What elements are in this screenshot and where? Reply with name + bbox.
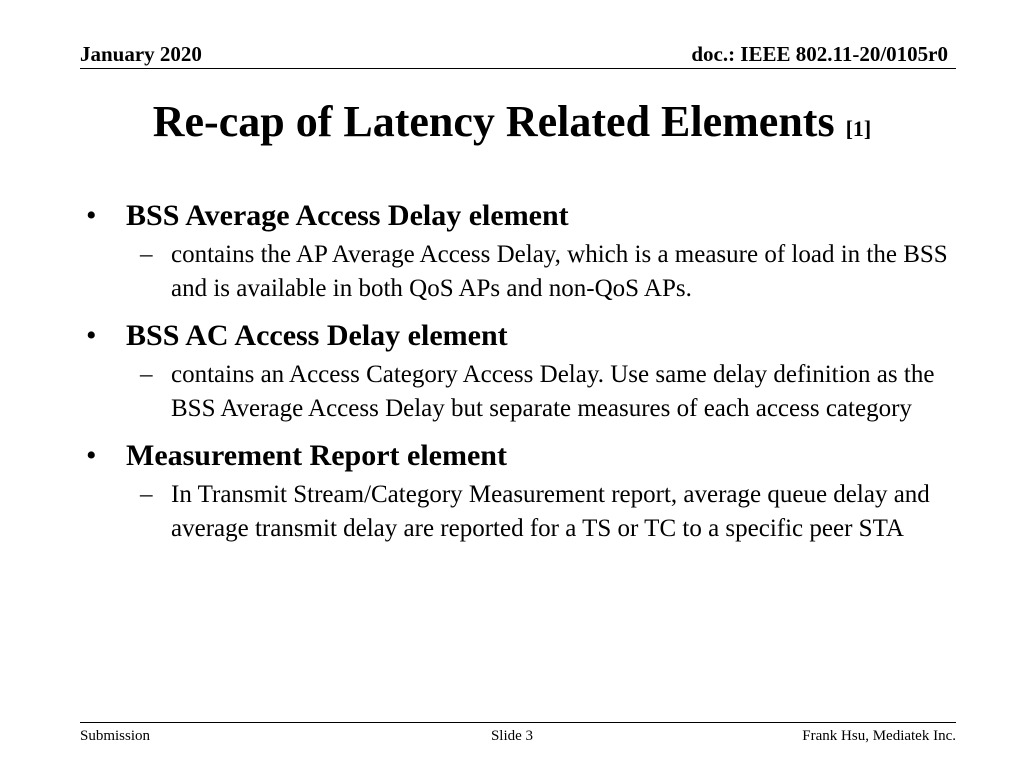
header-date: January 2020 (80, 42, 202, 66)
footer-slide-number: Slide 3 (490, 728, 534, 744)
bullet-heading: BSS AC Access Delay element (126, 319, 508, 352)
sub-bullet-marker: – (140, 241, 153, 268)
bullet-marker: • (86, 199, 97, 232)
footer-submission: Submission (80, 728, 151, 744)
bullet-list (0, 194, 1024, 554)
bullet-marker: • (86, 319, 97, 352)
bullet-item (0, 194, 1024, 306)
sub-bullet-text: In Transmit Stream/Category Measurement report, average queue delay and average transmit delay are reported for a TS or TC to a specific peer STA (171, 481, 930, 542)
sub-bullet-text: contains the AP Average Access Delay, which is a measure of load in the BSS and is available in both QoS APs and non-QoS APs. (171, 241, 948, 302)
slide-title-reference: [1] (845, 116, 872, 141)
bullet-heading: BSS Average Access Delay element (126, 199, 569, 232)
bullet-item (0, 314, 1024, 426)
bullet-heading: Measurement Report element (126, 439, 507, 472)
sub-bullet-text: contains an Access Category Access Delay. Use same delay definition as the BSS Average Access Delay but separate measures of each access category (171, 361, 935, 422)
header-divider (80, 68, 956, 69)
header-doc-id: doc.: IEEE 802.11-20/0105r0 (691, 42, 948, 66)
bullet-item (0, 434, 1024, 546)
sub-bullet-marker: – (140, 481, 153, 508)
footer-author: Frank Hsu, Mediatek Inc. (802, 728, 956, 744)
footer-divider (80, 722, 956, 723)
slide-title (0, 92, 1024, 159)
bullet-marker: • (86, 439, 97, 472)
slide-title-text: Re-cap of Latency Related Elements (152, 97, 835, 146)
sub-bullet-marker: – (140, 361, 153, 388)
